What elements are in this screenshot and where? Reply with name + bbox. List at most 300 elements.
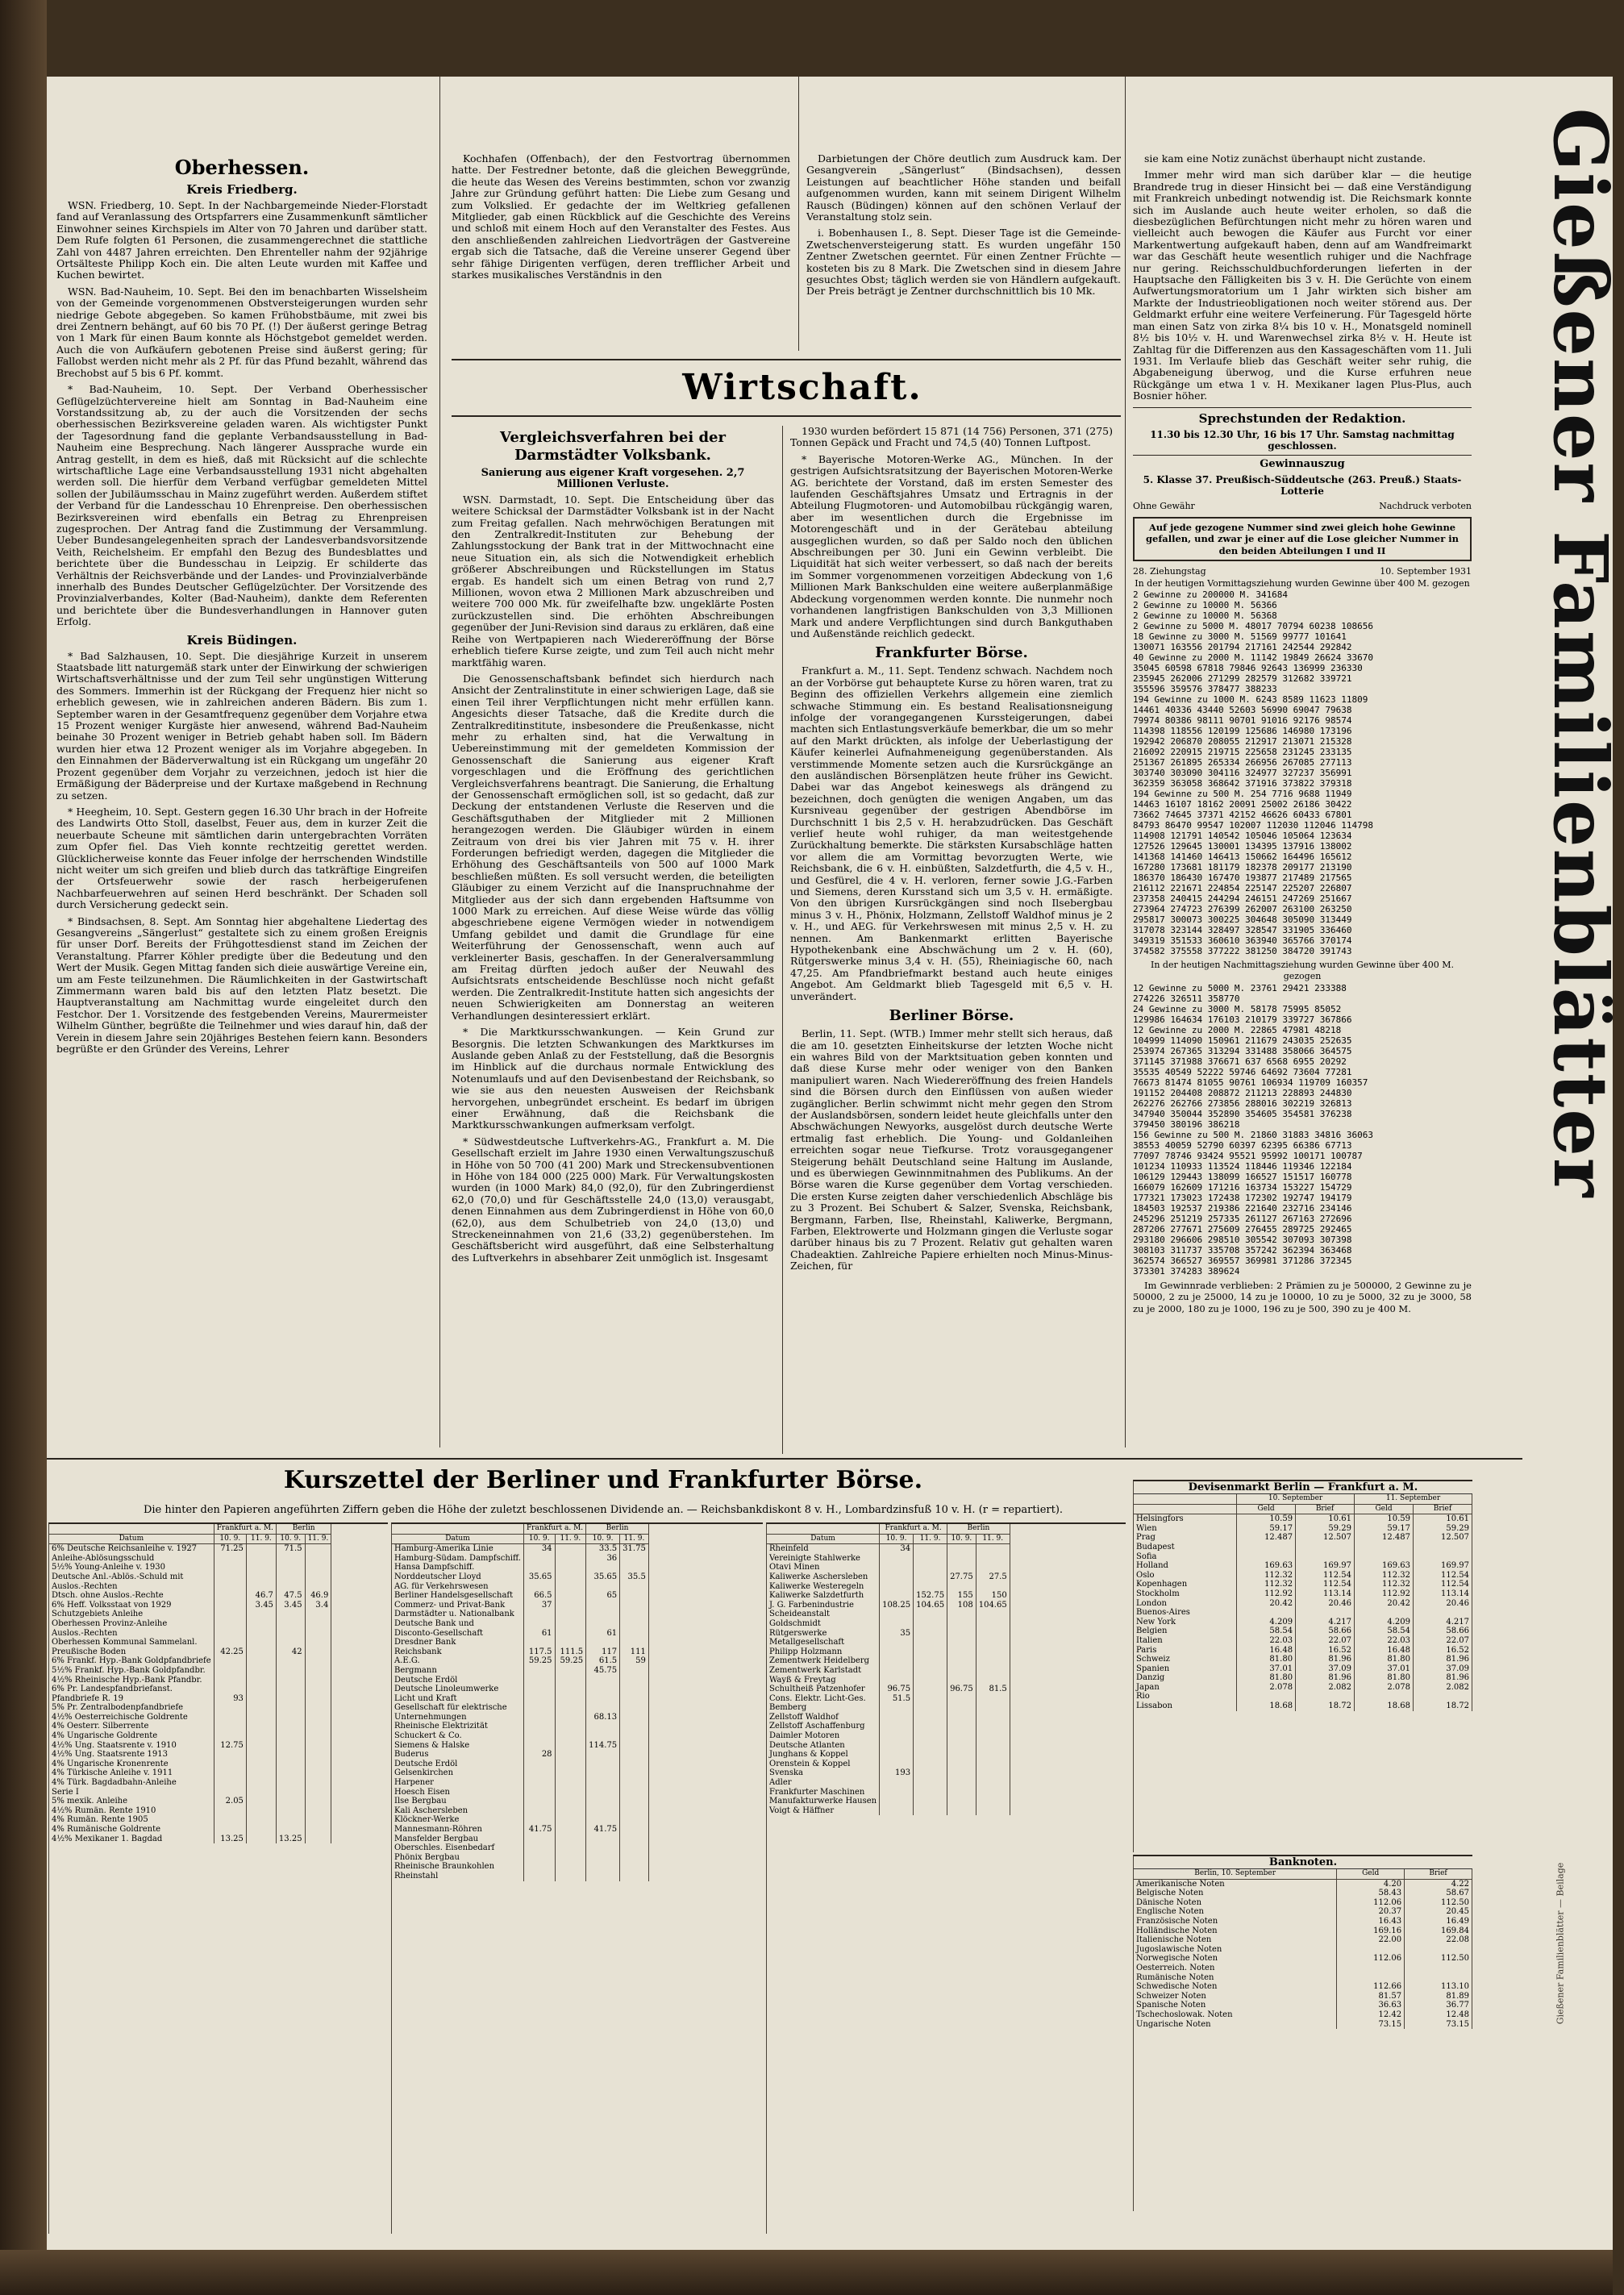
table-row [49,1656,331,1666]
table-cell-value: 59.25 [523,1656,555,1666]
table-cell-value [555,1872,586,1881]
table-cell-value: 27.5 [976,1572,1010,1582]
table-cell-value: 169.97 [1296,1561,1355,1571]
table-cell-value: 28 [523,1750,555,1760]
table-cell-value [586,1610,620,1619]
table-row [767,1647,1010,1657]
table-cell-value [523,1554,555,1564]
table-row [49,1572,331,1582]
table-cell-value [214,1825,246,1835]
table-cell-value [976,1750,1010,1760]
table-cell-name: Italienische Noten [1134,1935,1337,1945]
column-3-top [806,153,1121,351]
table-cell-value: 3.45 [246,1601,276,1610]
table-cell-value [276,1638,305,1647]
table-cell-value [914,1731,947,1741]
table-cell-value: 59.29 [1296,1524,1355,1534]
table-cell-name: Gelsenkirchen [392,1768,523,1778]
table-cell-name: 5% Pr. Zentralbodenpfandbriefe [49,1703,214,1713]
table-cell-value [214,1768,246,1778]
table-cell-name: Vereinigte Stahlwerke [767,1554,880,1564]
table-row [392,1591,648,1601]
table-row [392,1647,648,1657]
table-cell-name: Belgische Noten [1134,1889,1337,1898]
stock-table-body [49,1544,331,1844]
table-cell-name: Anleihe-Ablösungsschuld [49,1554,214,1564]
table-cell-value: 16.52 [1296,1646,1355,1656]
table-cell-name: Jugoslawische Noten [1134,1945,1337,1955]
lottery-date-row [1133,566,1472,577]
table-cell-value [914,1722,947,1731]
devisen-table [1134,1494,1472,1711]
table-cell-value: 58.54 [1237,1626,1296,1636]
table-row [1134,1561,1472,1571]
table-cell-value: 112.32 [1355,1580,1414,1589]
table-cell-name: Stockholm [1134,1589,1237,1599]
table-cell-value [914,1666,947,1676]
section-rule [47,1458,1522,1460]
table-cell-name: Spanien [1134,1664,1237,1674]
table-cell-value [947,1722,976,1731]
table-cell-value [246,1760,276,1769]
table-cell-value: 31.75 [620,1544,649,1554]
table-cell-value [305,1741,331,1751]
table-cell-value: 81.96 [1296,1673,1355,1683]
table-cell-value [586,1843,620,1853]
column-divider [782,426,783,1454]
table-cell-value [914,1572,947,1582]
table-cell-value: 59 [620,1656,649,1666]
table-cell-value [976,1647,1010,1657]
table-cell-value: 41.75 [523,1825,555,1835]
table-cell-value [214,1722,246,1731]
table-cell-value [947,1544,976,1554]
table-cell-name: Holland [1134,1561,1237,1571]
table-row [392,1797,648,1806]
table-cell-value [523,1666,555,1676]
banknoten-table [1134,1869,1472,2029]
table-cell-name: Oberhessen Provinz-Anleihe [49,1619,214,1629]
table-cell-value [880,1619,914,1629]
table-cell-value [586,1778,620,1788]
section-rule [1133,455,1472,456]
table-row [392,1806,648,1816]
table-cell-value [586,1601,620,1610]
table-row [1134,1945,1472,1955]
article-paragraph: sie kam eine Notiz zunächst überhaupt nicht zustande. [1144,152,1426,165]
table-cell-value: 169.63 [1355,1561,1414,1571]
article-paragraph: Die Genossenschaftsbank befindet sich hierdurch nach Ansicht der Zentralinstitute in einer schwierigen Lage, daß sie einen Teil ihrer Verpflichtungen nicht mehr erfüllen kann. Angesichts dieser Tatsache, daß die Kredite durch die Zentralkreditinstitute, insbesondere die Preußenkasse, nicht mehr zu erhalten sind, hat die Verwaltung in Uebereinstimmung mit der gemeldeten Kommission der Genossenschaft die Sanierung aus eigener Kraft vorgeschlagen und die Eröffnung des gerichtlichen Vergleichsverfahrens beantragt. Die Sanierung, die Erhaltung der Genossenschaft ermöglichen soll, ist so gedacht, daß zur Deckung der entstandenen Verluste die Reserven und die Geschäftsguthaben der Mitglieder mit 2 Millionen herangezogen werden. Die Gläubiger würden in einem Zeitraum von drei bis vier Jahren mit 75 v. H. ihrer Forderungen befriedigt werden, dagegen die Mitglieder die Erhöhung des Geschäftsanteils von 500 auf 1000 Mark beschließen müßten. Es soll versucht werden, die beteiligten Gläubiger zu einem Verzicht auf die Inanspruchnahme der Mitglieder aus der sich dann ergebenden Haftsumme von 1000 Mark zu erreichen. Auf diese Weise würde das völlig abgeschriebene eigene Vermögen wieder in notwendigem Umfang gebildet und damit die Grundlage für eine Weiterführung der Genossenschaft, wenn auch auf verkleinerter Basis, geschaffen. In der Generalversammlung am Freitag dürften jedoch außer der Neuwahl des Aufsichtsrats entscheidende Beschlüsse noch nicht gefaßt werden. Die Zentralkredit-Institute hatten sich angesichts der neuen Schwierigkeiten am Donnerstag an weiteren Verhandlungen desinteressiert erklärt. [452,672,774,1022]
table-cell-value [523,1853,555,1863]
table-cell-value [305,1629,331,1639]
table-cell-name: Schuckert & Co. [392,1731,523,1741]
table-cell-value [555,1750,586,1760]
table-cell-value [555,1703,586,1713]
table-cell-name: Serie I [49,1788,214,1797]
table-cell-name: Wien [1134,1524,1237,1534]
table-cell-value [914,1806,947,1816]
table-cell-name: Dänische Noten [1134,1898,1337,1908]
table-cell-value: 58.66 [1414,1626,1472,1636]
lottery-nachmittag-numbers: 12 Gewinne zu 5000 M. 23761 29421 233388 274226 326511 358770 24 Gewinne zu 3000 M. 58178 75995 85052 129986 164634 176103 210179 339727 367866 12 Gewinne zu 2000 M. 22865 47981 48218 104999 114090 150961 211679 243035 252635 253974 267365 313294 331488 358066 364575 371145 371988 376671 637 6568 6955 20292 35535 40549 52222 59746 64692 73604 77281 76673 81474 81055 90761 106934 119709 160357 191152 204408 208872 211213 228893 244830 262276 262766 273856 288016 302219 326813 347940 350044 352890 354605 354581 376238 379450 380196 386218 156 Gewinne zu 500 M. 21860 31883 34816 36063 38553 40059 52790 60397 62395 66386 67713 77097 78746 93424 95521 95992 100171 100787 101234 110933 113524 118446 119346 122184 106129 129443 138099 166527 151517 160778 166079 162609 171216 163734 153227 154729 177321 173023 172438 172302 192747 194179 184503 192537 219386 221640 232716 234146 245296 251219 257335 261127 267163 272696 287206 277671 275609 276455 289725 292465 293180 296606 298510 305542 307093 307398 308103 311737 335708 357242 362394 363468 362574 366527 369557 369981 371286 372345 373301 374283 389624 [1133,982,1374,1277]
table-cell-name: Deutsche Linoleumwerke [392,1685,523,1694]
table-row [767,1676,1010,1685]
table-row [1134,1646,1472,1656]
table-cell-value [880,1591,914,1601]
article-paragraph: i. Bobenhausen I., 8. Sept. Dieser Tage ist die Gemeinde-Zwetschenversteigerung statt. Es wurden ungefähr 150 Zentner Zwetschen geerntet. Für einen Zentner Früchte — kosteten bis zu 8 Mark. Die Zwetschen sind in diesem Jahre gesuchtes Obst; täglich werden sie von Händlern aufgekauft. Der Preis beträgt je Zentner durchschnittlich bis 10 Mk. [806,227,1121,298]
table-cell-value [555,1778,586,1788]
table-cell-value [246,1694,276,1704]
table-cell-value [523,1694,555,1704]
table-row [767,1768,1010,1778]
lottery-nachdruck: Nachdruck verboten [1379,500,1472,511]
table-cell-value [620,1788,649,1797]
table-cell-value [947,1806,976,1816]
table-cell-value [620,1862,649,1872]
table-cell-value [620,1750,649,1760]
table-cell-name: Hamburg-Südam. Dampfschiff. [392,1554,523,1564]
table-cell-value [246,1741,276,1751]
table-row [1134,1692,1472,1701]
table-row [392,1610,648,1619]
table-cell-value [914,1582,947,1592]
article-paragraph: * Heegheim, 10. Sept. Gestern gegen 16.30 Uhr brach in der Hofreite des Landwirts Otto Stoll, daselbst, Feuer aus, dem in kurzer Zeit die neuerbaute Scheune mit sämtlichen darin untergebrachten Vorräten zum Opfer fiel. Das Vieh konnte rechtzeitig gerettet werden. Glücklicherweise konnte das Feuer infolge der herrschenden Windstille nicht weiter um sich greifen und blieb durch das tatkräftige Eingreifen der Ortsfeuerwehr sowie der rasch herbeigerufenen Nachbarfeuerwehren auf seinen Herd beschränkt. Der Schaden soll durch Versicherung gedeckt sein. [56,805,427,911]
table-cell-name: Disconto-Gesellschaft [392,1629,523,1639]
table-row [767,1731,1010,1741]
table-row [392,1713,648,1722]
section-heading-wirtschaft: Wirtschaft. [682,367,922,408]
table-cell-name: 4½% Rumän. Rente 1910 [49,1806,214,1816]
article-paragraph: * Die Marktkursschwankungen. — Kein Grund zur Besorgnis. Die letzten Schwankungen des Marktkurses im Auslande geben Anlaß zu der Feststellung, daß die Besorgnis im Hinblick auf die durchaus normale Entwicklung des Notenumlaufs und auf den Devisenbestand der Reichsbank, so wie sie aus den neuesten Ausweisen der Reichsbank hervorgehen, unbegründet erscheint. Es bedarf im übrigen einer Erwähnung, daß die Reichsbank die Marktkursschwankungen aufmerksam verfolgt. [452,1026,774,1131]
table-cell-value [246,1554,276,1564]
table-cell-value [305,1666,331,1676]
table-cell-value [305,1694,331,1704]
table-cell-value [586,1760,620,1769]
table-cell-value [276,1703,305,1713]
table-cell-value: 112.54 [1296,1580,1355,1589]
table-cell-value: 36 [586,1554,620,1564]
table-cell-value [214,1731,246,1741]
table-cell-value [1237,1608,1296,1618]
table-row [49,1554,331,1564]
col-header-geld: Geld [1355,1504,1414,1514]
table-cell-value [976,1694,1010,1704]
table-cell-value [305,1619,331,1629]
table-cell-value [914,1685,947,1694]
table-cell-value [523,1741,555,1751]
table-cell-value [305,1815,331,1825]
table-cell-value [914,1741,947,1751]
stock-table [392,1524,649,1881]
table-cell-value: 71.25 [214,1544,246,1554]
table-cell-value [947,1731,976,1741]
table-row [767,1741,1010,1751]
table-cell-value [947,1647,976,1657]
table-cell-value [523,1862,555,1872]
table-row [392,1638,648,1647]
table-cell-value [305,1703,331,1713]
table-cell-name: Helsingfors [1134,1514,1237,1524]
table-cell-value [586,1676,620,1685]
table-cell-value [246,1610,276,1619]
table-cell-value [947,1741,976,1751]
table-cell-value [947,1797,976,1806]
table-cell-value [586,1731,620,1741]
table-cell-value [914,1713,947,1722]
table-cell-name: Adler [767,1778,880,1788]
table-cell-value [586,1694,620,1704]
table-cell-value: 42.25 [214,1647,246,1657]
scan-border [0,0,47,2295]
table-cell-value [214,1610,246,1619]
table-row [392,1778,648,1788]
table-cell-value [1405,1945,1472,1955]
table-cell-name: Holländische Noten [1134,1926,1337,1936]
table-cell-value [555,1731,586,1741]
sidebar-text: Gießener Familienblätter — Beilage [1555,1862,1566,2025]
table-cell-value [305,1638,331,1647]
table-cell-value [523,1843,555,1853]
table-row [767,1685,1010,1694]
table-cell-value: 20.46 [1296,1599,1355,1609]
table-cell-value [214,1778,246,1788]
table-row [49,1676,331,1685]
table-cell-value [246,1825,276,1835]
table-cell-name: Buenos-Aires [1134,1608,1237,1618]
table-row [767,1572,1010,1582]
table-cell-name: Norddeutscher Lloyd [392,1572,523,1582]
table-cell-value: 113.10 [1405,1982,1472,1992]
table-row [392,1768,648,1778]
table-cell-value: 12.507 [1296,1533,1355,1543]
table-cell-name: Hoesch Eisen [392,1788,523,1797]
article-headline-volksbank: Vergleichsverfahren bei der Darmstädter Volksbank. [500,429,726,464]
table-cell-value: 4.217 [1296,1618,1355,1627]
table-row [1134,1683,1472,1693]
table-row [49,1806,331,1816]
col-header-name [1134,1504,1237,1514]
table-cell-value: 41.75 [586,1825,620,1835]
table-cell-value: 18.72 [1414,1701,1472,1711]
table-cell-value: 61.5 [586,1656,620,1666]
stock-table-1 [48,1522,388,2234]
table-cell-value: 2.078 [1355,1683,1414,1693]
table-cell-value: 59.25 [555,1656,586,1666]
table-cell-value [976,1676,1010,1685]
table-cell-name: Goldschmidt [767,1619,880,1629]
table-cell-value [523,1703,555,1713]
table-cell-value [214,1676,246,1685]
table-cell-value: 108.25 [880,1601,914,1610]
table-cell-value [555,1760,586,1769]
table-cell-value: 113.14 [1414,1589,1472,1599]
col-header-name [1134,1494,1237,1504]
table-cell-value [305,1768,331,1778]
col-header-d2: 11. 9. [246,1534,276,1544]
table-cell-value: 112.92 [1237,1589,1296,1599]
table-cell-value: 22.03 [1237,1636,1296,1646]
table-cell-name: Auslos.-Rechten [49,1629,214,1639]
table-cell-name: Rio [1134,1692,1237,1701]
article-paragraph: * Bad-Nauheim, 10. Sept. Der Verband Oberhessischer Geflügelzüchtervereine hielt am Sonntag in Bad-Nauheim eine Vorstandssitzung ab, zu der auch die Vorsitzenden der sechs oberhessischen Bezirksvereine geladen waren. Als wichtigster Punkt der Tagesordnung fand die geplante Verbandsausstellung in Bad-Nauheim eine Besprechung. Nach längerer Aussprache wurde ein Antrag gestellt, in dem es hieß, daß mit Rücksicht auf die schlechte wirtschaftliche Lage eine Verbandsausstellung 1931 nicht abgehalten werden soll. Die hierfür dem Verband verfügbar gemeldeten Mittel sollen der Jubiläumsschau in Mainz zugeführt werden. Außerdem stiftet der Verband für die Landesschau 10 Ehrenpreise. Den oberhessischen Bezirksvereinen wird ebenfalls ein Betrag zu Ehrenpreisen zugesprochen. Der Antrag fand die Zustimmung der Versammlung. Ueber Bundesangelegenheiten sprach der Landesverbandsvorsitzende Veith, Reichelsheim. Er empfahl den Bezug des Bundesblattes und berichtete über die Bundesschau in Leipzig. Er schilderte das Verhältnis der Reichsverbände und der Landes- und Provinzialverbände innerhalb des Bundes Deutscher Geflügelzüchter. Der Vorsitzende des Provinzialverbandes, Kolter (Bad-Nauheim), dankte dem Referenten und berichtete über die Bundesverhandlungen in Hannover guten Erfolg. [56,383,427,628]
table-cell-value [214,1685,246,1694]
table-cell-value [276,1694,305,1704]
table-cell-value [620,1619,649,1629]
table-cell-value [246,1815,276,1825]
table-cell-value [214,1806,246,1816]
table-cell-value [276,1741,305,1751]
lottery-date: 10. September 1931 [1380,566,1472,577]
table-cell-value [976,1582,1010,1592]
table-cell-value: 35.5 [620,1572,649,1582]
table-row [767,1788,1010,1797]
col-header-geld: Geld [1337,1869,1405,1879]
table-cell-value [620,1676,649,1685]
table-cell-value [1355,1552,1414,1562]
table-cell-value: 152.75 [914,1591,947,1601]
table-row [767,1722,1010,1731]
table-cell-value: 16.49 [1405,1917,1472,1926]
table-cell-value [305,1582,331,1592]
table-cell-value [914,1647,947,1657]
table-cell-value [246,1788,276,1797]
table-cell-value [947,1666,976,1676]
table-cell-value [1355,1608,1414,1618]
table-cell-value [305,1788,331,1797]
table-row [1134,2001,1472,2010]
table-cell-value: 12.487 [1237,1533,1296,1543]
table-cell-value: 46.9 [305,1591,331,1601]
devisen-table-wrap [1133,1480,1472,1852]
table-cell-value [246,1778,276,1788]
table-cell-name: Deutsche Atlanten [767,1741,880,1751]
table-cell-value [523,1788,555,1797]
table-cell-value [947,1563,976,1572]
table-cell-value: 81.57 [1337,1992,1405,2001]
table-cell-value: 155 [947,1591,976,1601]
table-cell-value: 66.5 [523,1591,555,1601]
table-cell-value [914,1619,947,1629]
table-row [392,1825,648,1835]
table-cell-name: Metallgesellschaft [767,1638,880,1647]
table-cell-value [246,1722,276,1731]
lottery-nachmittag-label: In der heutigen Nachmittagsziehung wurden Gewinne über 400 M. gezogen [1151,960,1454,982]
table-cell-value [246,1572,276,1582]
table-cell-value: 4.217 [1414,1618,1472,1627]
col-header-frankfurt: Frankfurt a. M. [523,1524,585,1534]
table-row [392,1703,648,1713]
table-cell-value: 112.50 [1405,1954,1472,1964]
table-cell-value [523,1676,555,1685]
table-cell-name: Klöckner-Werke [392,1815,523,1825]
table-row [392,1815,648,1825]
table-row [767,1601,1010,1610]
table-cell-value [620,1591,649,1601]
table-cell-name: Kaliwerke Aschersleben [767,1572,880,1582]
table-cell-value [305,1731,331,1741]
table-cell-value [947,1554,976,1564]
table-cell-value [620,1778,649,1788]
section-heading-oberhessen: Oberhessen. [174,156,310,179]
table-row [1134,1543,1472,1552]
subheading-kreis-buedingen: Kreis Büdingen. [186,632,298,648]
lottery-meta-row [1133,501,1472,512]
table-row [49,1638,331,1647]
table-cell-value [976,1778,1010,1788]
table-row [1134,2020,1472,2030]
table-row [1134,1673,1472,1683]
table-cell-value [214,1703,246,1713]
subheading-berliner-boerse: Berliner Börse. [889,1007,1014,1025]
table-cell-value: 93 [214,1694,246,1704]
col-header-name [392,1524,523,1534]
table-cell-name: Deutsche Bank und [392,1619,523,1629]
table-cell-value [555,1694,586,1704]
table-cell-value [880,1703,914,1713]
table-cell-name: Danzig [1134,1673,1237,1683]
column-2-top [452,153,790,351]
table-cell-value [976,1722,1010,1731]
table-cell-value: 61 [586,1629,620,1639]
table-cell-value [555,1638,586,1647]
table-cell-value [947,1788,976,1797]
table-cell-value [555,1713,586,1722]
table-cell-name: Rumänische Noten [1134,1973,1337,1983]
table-cell-value [1296,1692,1355,1701]
table-cell-value [914,1554,947,1564]
table-cell-value [276,1722,305,1731]
table-cell-name: Sofia [1134,1552,1237,1562]
stock-table-body [767,1544,1010,1816]
table-cell-value: 73.15 [1405,2020,1472,2030]
table-cell-value [976,1703,1010,1713]
table-cell-value [976,1768,1010,1778]
col-header-datum: Datum [767,1534,880,1544]
table-cell-value [914,1703,947,1713]
table-cell-name: Commerz- und Privat-Bank [392,1601,523,1610]
table-cell-value [555,1741,586,1751]
table-cell-value [947,1619,976,1629]
table-cell-value: 81.96 [1296,1655,1355,1664]
table-cell-name: 4½% Ung. Staatsrente v. 1910 [49,1741,214,1751]
table-cell-value [555,1853,586,1863]
table-cell-value [555,1797,586,1806]
banknoten-table-wrap [1133,1855,1472,2211]
column-divider [439,77,440,1447]
table-cell-value [880,1666,914,1676]
table-cell-value [976,1788,1010,1797]
table-cell-value [555,1554,586,1564]
table-row [1134,1973,1472,1983]
table-cell-name: 4% Ungarische Kronenrente [49,1760,214,1769]
table-cell-name: Darmstädter u. Nationalbank [392,1610,523,1619]
lottery-praemien: Im Gewinnrade verblieben: 2 Prämien zu je 500000, 2 Gewinne zu je 50000, 2 zu je 25000, 14 zu je 10000, 10 zu je 5000, 32 zu je 3000, 58 zu je 2000, 180 zu je 1000, 196 zu je 500, 390 zu je 400 M. [1133,1279,1472,1314]
table-cell-value: 58.54 [1355,1626,1414,1636]
table-cell-value: 111 [620,1647,649,1657]
table-row [49,1825,331,1835]
table-cell-name: Kaliwerke Salzdetfurth [767,1591,880,1601]
table-cell-value [880,1722,914,1731]
table-cell-name: 5½% Young-Anleihe v. 1930 [49,1563,214,1572]
table-cell-value: 3.45 [276,1601,305,1610]
col-header-d1: 10. 9. [880,1534,914,1544]
table-cell-value [555,1835,586,1844]
col-header-d1: 10. 9. [586,1534,620,1544]
table-cell-name: Auslos.-Rechten [49,1582,214,1592]
table-cell-value [276,1563,305,1572]
table-cell-value [914,1544,947,1554]
table-cell-name: Bemberg [767,1703,880,1713]
